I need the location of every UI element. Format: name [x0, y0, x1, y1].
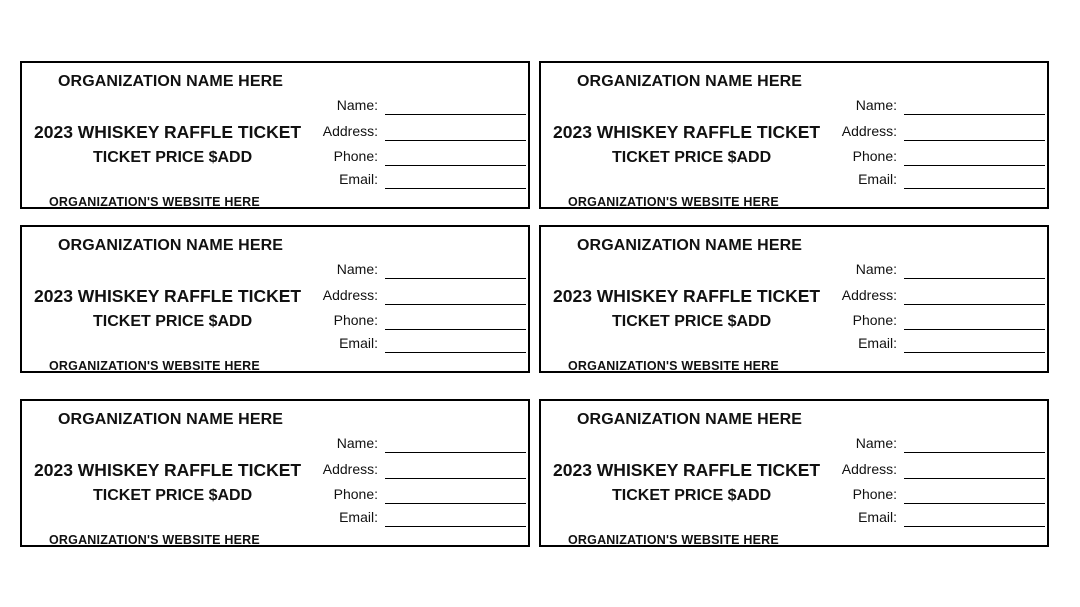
ticket-price: TICKET PRICE $ADD [93, 313, 253, 330]
entry-fields [292, 63, 528, 193]
address-field [811, 461, 1047, 481]
name-field [292, 97, 528, 117]
name-blank-line [385, 278, 526, 279]
name-blank-line [904, 452, 1045, 453]
entry-fields [292, 227, 528, 357]
phone-blank-line [385, 503, 526, 504]
address-label: Address: [322, 461, 378, 477]
email-field [292, 335, 528, 355]
email-blank-line [904, 188, 1045, 189]
name-field [292, 261, 528, 281]
name-label: Name: [855, 97, 897, 113]
organization-name: ORGANIZATION NAME HERE [577, 237, 803, 254]
ticket-price: TICKET PRICE $ADD [93, 149, 253, 166]
organization-website: ORGANIZATION'S WEBSITE HERE [568, 195, 779, 209]
name-label: Name: [336, 97, 378, 113]
email-label: Email: [339, 335, 378, 351]
address-label: Address: [841, 461, 897, 477]
phone-label: Phone: [852, 312, 897, 328]
address-blank-line [904, 304, 1045, 305]
name-field [811, 261, 1047, 281]
ticket-title: 2023 WHISKEY RAFFLE TICKET [553, 286, 821, 306]
entry-fields [811, 401, 1047, 531]
phone-blank-line [385, 165, 526, 166]
name-label: Name: [855, 261, 897, 277]
organization-website: ORGANIZATION'S WEBSITE HERE [49, 533, 260, 547]
phone-blank-line [904, 503, 1045, 504]
name-field [292, 435, 528, 455]
address-label: Address: [841, 287, 897, 303]
phone-field [811, 312, 1047, 332]
email-label: Email: [858, 171, 897, 187]
name-blank-line [385, 114, 526, 115]
email-blank-line [904, 352, 1045, 353]
name-field [811, 435, 1047, 455]
organization-name: ORGANIZATION NAME HERE [577, 411, 803, 428]
phone-field [811, 486, 1047, 506]
phone-field [811, 148, 1047, 168]
address-blank-line [385, 304, 526, 305]
name-blank-line [904, 278, 1045, 279]
phone-blank-line [904, 329, 1045, 330]
phone-field [292, 312, 528, 332]
organization-name: ORGANIZATION NAME HERE [577, 73, 803, 90]
ticket-price: TICKET PRICE $ADD [93, 487, 253, 504]
address-blank-line [385, 140, 526, 141]
address-field [811, 123, 1047, 143]
ticket-title: 2023 WHISKEY RAFFLE TICKET [34, 122, 302, 142]
ticket-title: 2023 WHISKEY RAFFLE TICKET [34, 460, 302, 480]
email-label: Email: [858, 509, 897, 525]
email-blank-line [385, 526, 526, 527]
address-blank-line [904, 478, 1045, 479]
organization-website: ORGANIZATION'S WEBSITE HERE [568, 533, 779, 547]
email-field [292, 171, 528, 191]
organization-name: ORGANIZATION NAME HERE [58, 237, 284, 254]
name-label: Name: [336, 261, 378, 277]
organization-website: ORGANIZATION'S WEBSITE HERE [49, 195, 260, 209]
address-blank-line [904, 140, 1045, 141]
phone-blank-line [904, 165, 1045, 166]
email-field [811, 509, 1047, 529]
email-field [811, 171, 1047, 191]
organization-website: ORGANIZATION'S WEBSITE HERE [568, 359, 779, 373]
phone-blank-line [385, 329, 526, 330]
ticket-title: 2023 WHISKEY RAFFLE TICKET [553, 122, 821, 142]
address-field [292, 287, 528, 307]
phone-field [292, 148, 528, 168]
name-blank-line [385, 452, 526, 453]
organization-name: ORGANIZATION NAME HERE [58, 411, 284, 428]
phone-label: Phone: [852, 486, 897, 502]
email-label: Email: [339, 171, 378, 187]
phone-label: Phone: [852, 148, 897, 164]
ticket-price: TICKET PRICE $ADD [612, 487, 772, 504]
phone-label: Phone: [333, 148, 378, 164]
address-label: Address: [322, 123, 378, 139]
ticket-title: 2023 WHISKEY RAFFLE TICKET [34, 286, 302, 306]
name-label: Name: [855, 435, 897, 451]
name-field [811, 97, 1047, 117]
address-field [292, 123, 528, 143]
phone-label: Phone: [333, 312, 378, 328]
phone-label: Phone: [333, 486, 378, 502]
raffle-ticket-1 [20, 61, 530, 209]
email-field [811, 335, 1047, 355]
name-blank-line [904, 114, 1045, 115]
entry-fields [811, 227, 1047, 357]
raffle-ticket-4 [539, 225, 1049, 373]
raffle-ticket-5 [20, 399, 530, 547]
email-blank-line [904, 526, 1045, 527]
organization-website: ORGANIZATION'S WEBSITE HERE [49, 359, 260, 373]
address-label: Address: [841, 123, 897, 139]
ticket-price: TICKET PRICE $ADD [612, 313, 772, 330]
address-blank-line [385, 478, 526, 479]
raffle-ticket-2 [539, 61, 1049, 209]
entry-fields [811, 63, 1047, 193]
address-field [811, 287, 1047, 307]
address-field [292, 461, 528, 481]
ticket-price: TICKET PRICE $ADD [612, 149, 772, 166]
organization-name: ORGANIZATION NAME HERE [58, 73, 284, 90]
email-field [292, 509, 528, 529]
ticket-title: 2023 WHISKEY RAFFLE TICKET [553, 460, 821, 480]
email-label: Email: [339, 509, 378, 525]
entry-fields [292, 401, 528, 531]
raffle-ticket-6 [539, 399, 1049, 547]
email-label: Email: [858, 335, 897, 351]
raffle-ticket-3 [20, 225, 530, 373]
address-label: Address: [322, 287, 378, 303]
email-blank-line [385, 352, 526, 353]
name-label: Name: [336, 435, 378, 451]
phone-field [292, 486, 528, 506]
email-blank-line [385, 188, 526, 189]
